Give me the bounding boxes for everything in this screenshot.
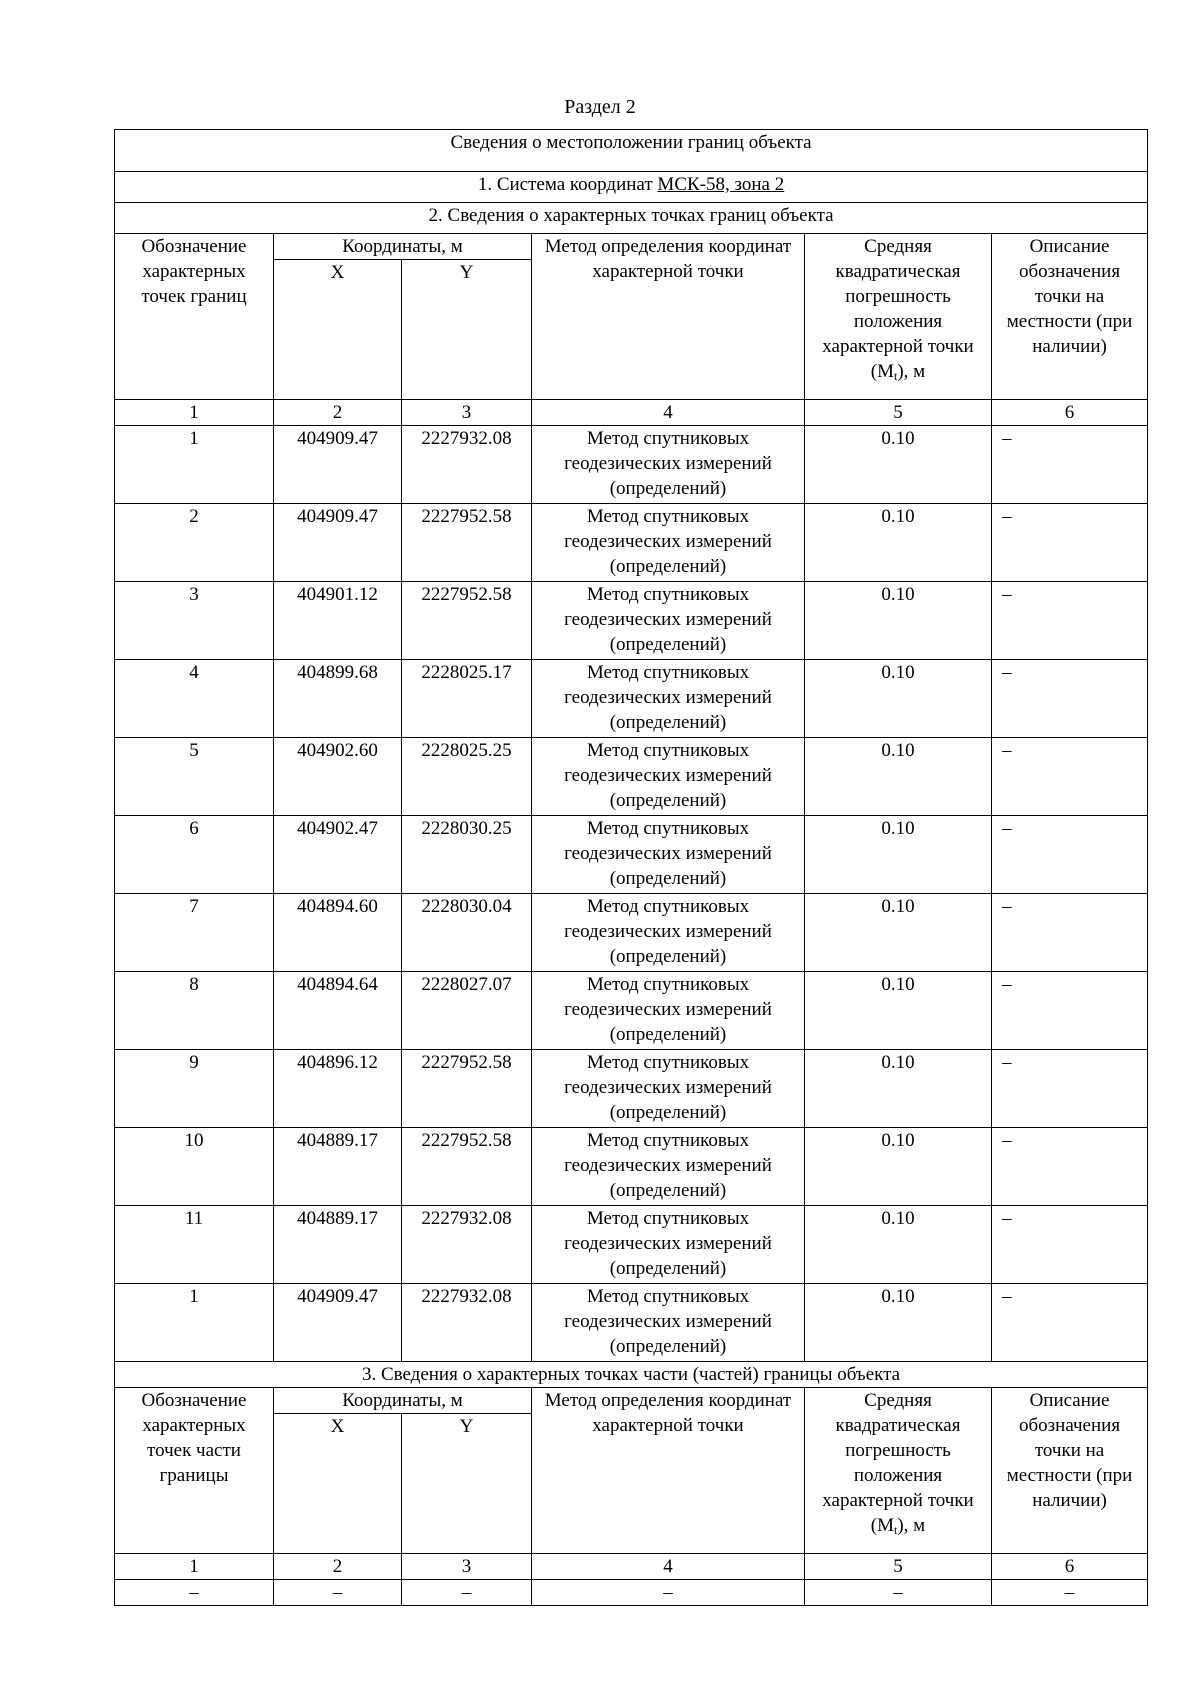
point-description: – [992, 1050, 1148, 1128]
table-row [115, 1050, 1148, 1128]
col-error-header: Средняя квадратическая погрешность положения характерной точки $(M_t)$, м [805, 1388, 992, 1554]
point-method: Метод спутниковых геодезических измерений (определений) [532, 894, 805, 972]
point-id: 3 [115, 582, 274, 660]
point-description: – [992, 660, 1148, 738]
table-cell: – [805, 1580, 992, 1606]
table-row [115, 1284, 1148, 1362]
point-y: 2227952.58 [402, 1128, 532, 1206]
col-y-header: Y [402, 260, 532, 400]
table-cell: – [992, 1580, 1148, 1606]
col-y-header: Y [402, 1414, 532, 1554]
point-id: 5 [115, 738, 274, 816]
point-description: – [992, 738, 1148, 816]
col-method-header: Метод определения координат характерной точки [532, 1388, 805, 1554]
col-x-header: X [274, 260, 402, 400]
section-title: Раздел 2 [564, 96, 636, 118]
table-header: Сведения о местоположении границ объекта [115, 130, 1148, 172]
point-id: 8 [115, 972, 274, 1050]
point-id: 2 [115, 504, 274, 582]
col-number: 2 [274, 1554, 402, 1580]
coord-system-value: МСК-58, зона 2 [657, 174, 785, 195]
point-x: 404901.12 [274, 582, 402, 660]
point-y: 2228030.04 [402, 894, 532, 972]
part2-title: 2. Сведения о характерных точках границ объекта [115, 203, 1148, 234]
table-cell: – [115, 1580, 274, 1606]
point-x: 404909.47 [274, 1284, 402, 1362]
table-row [115, 504, 1148, 582]
col-number: 1 [115, 400, 274, 426]
column-numbers-row [115, 400, 1148, 426]
point-y: 2227932.08 [402, 1206, 532, 1284]
point-method: Метод спутниковых геодезических измерений (определений) [532, 582, 805, 660]
point-error: 0.10 [805, 660, 992, 738]
point-method: Метод спутниковых геодезических измерений (определений) [532, 1206, 805, 1284]
point-id: 7 [115, 894, 274, 972]
point-y: 2227932.08 [402, 426, 532, 504]
col-designation-part-header: Обозначение характерных точек части границы [115, 1388, 274, 1554]
point-description: – [992, 1128, 1148, 1206]
coord-system-row [115, 172, 1148, 203]
point-x: 404896.12 [274, 1050, 402, 1128]
col-description-header: Описание обозначения точки на местности (при наличии) [992, 234, 1148, 400]
point-id: 1 [115, 426, 274, 504]
table-row [115, 1128, 1148, 1206]
col-coords-header: Координаты, м [274, 1388, 532, 1414]
col-number: 1 [115, 1554, 274, 1580]
table-row [115, 972, 1148, 1050]
point-id: 10 [115, 1128, 274, 1206]
point-id: 4 [115, 660, 274, 738]
col-number: 4 [532, 400, 805, 426]
point-error: 0.10 [805, 426, 992, 504]
point-method: Метод спутниковых геодезических измерений (определений) [532, 816, 805, 894]
point-description: – [992, 426, 1148, 504]
point-error: 0.10 [805, 504, 992, 582]
col-number: 6 [992, 400, 1148, 426]
col-number: 2 [274, 400, 402, 426]
table-row [115, 894, 1148, 972]
point-description: – [992, 972, 1148, 1050]
point-y: 2228030.25 [402, 816, 532, 894]
point-description: – [992, 582, 1148, 660]
point-x: 404899.68 [274, 660, 402, 738]
point-x: 404902.47 [274, 816, 402, 894]
table-cell: – [532, 1580, 805, 1606]
point-error: 0.10 [805, 1128, 992, 1206]
point-y: 2227932.08 [402, 1284, 532, 1362]
coord-system-label: 1. Система координат [477, 174, 658, 195]
point-method: Метод спутниковых геодезических измерений (определений) [532, 504, 805, 582]
point-error: 0.10 [805, 972, 992, 1050]
table-row [115, 1206, 1148, 1284]
col-number: 3 [402, 400, 532, 426]
point-method: Метод спутниковых геодезических измерений (определений) [532, 1128, 805, 1206]
point-x: 404909.47 [274, 426, 402, 504]
table-row [115, 426, 1148, 504]
table-row [115, 738, 1148, 816]
point-x: 404889.17 [274, 1128, 402, 1206]
point-id: 11 [115, 1206, 274, 1284]
point-x: 404894.60 [274, 894, 402, 972]
table-row [115, 816, 1148, 894]
point-id: 9 [115, 1050, 274, 1128]
table-row [115, 660, 1148, 738]
point-y: 2227952.58 [402, 504, 532, 582]
point-method: Метод спутниковых геодезических измерений (определений) [532, 660, 805, 738]
point-method: Метод спутниковых геодезических измерений (определений) [532, 1284, 805, 1362]
point-y: 2228025.25 [402, 738, 532, 816]
point-description: – [992, 816, 1148, 894]
point-error: 0.10 [805, 738, 992, 816]
point-y: 2227952.58 [402, 1050, 532, 1128]
point-description: – [992, 1206, 1148, 1284]
point-description: – [992, 1284, 1148, 1362]
table-cell: – [274, 1580, 402, 1606]
point-error: 0.10 [805, 1050, 992, 1128]
point-x: 404902.60 [274, 738, 402, 816]
col-number: 3 [402, 1554, 532, 1580]
point-y: 2227952.58 [402, 582, 532, 660]
col-number: 4 [532, 1554, 805, 1580]
point-description: – [992, 894, 1148, 972]
point-method: Метод спутниковых геодезических измерений (определений) [532, 1050, 805, 1128]
table-cell: – [402, 1580, 532, 1606]
table-row [115, 582, 1148, 660]
point-error: 0.10 [805, 1206, 992, 1284]
point-method: Метод спутниковых геодезических измерений (определений) [532, 426, 805, 504]
part3-title: 3. Сведения о характерных точках части (частей) границы объекта [115, 1362, 1148, 1388]
point-method: Метод спутниковых геодезических измерений (определений) [532, 972, 805, 1050]
point-y: 2228025.17 [402, 660, 532, 738]
point-method: Метод спутниковых геодезических измерений (определений) [532, 738, 805, 816]
col-error-header: Средняя квадратическая погрешность положения характерной точки $(M_t)$, м [805, 234, 992, 400]
col-coords-header: Координаты, м [274, 234, 532, 260]
col-number: 5 [805, 1554, 992, 1580]
col-description-header: Описание обозначения точки на местности (при наличии) [992, 1388, 1148, 1554]
col-x-header: X [274, 1414, 402, 1554]
point-error: 0.10 [805, 1284, 992, 1362]
point-x: 404909.47 [274, 504, 402, 582]
point-x: 404894.64 [274, 972, 402, 1050]
point-error: 0.10 [805, 816, 992, 894]
part3-row [115, 1580, 1148, 1606]
point-id: 1 [115, 1284, 274, 1362]
col-number: 5 [805, 400, 992, 426]
column-numbers-row [115, 1554, 1148, 1580]
point-id: 6 [115, 816, 274, 894]
point-error: 0.10 [805, 582, 992, 660]
point-description: – [992, 504, 1148, 582]
point-error: 0.10 [805, 894, 992, 972]
point-x: 404889.17 [274, 1206, 402, 1284]
col-designation-header: Обозначение характерных точек границ [115, 234, 274, 400]
boundary-table [114, 129, 1148, 1606]
col-method-header: Метод определения координат характерной точки [532, 234, 805, 400]
col-number: 6 [992, 1554, 1148, 1580]
point-y: 2228027.07 [402, 972, 532, 1050]
